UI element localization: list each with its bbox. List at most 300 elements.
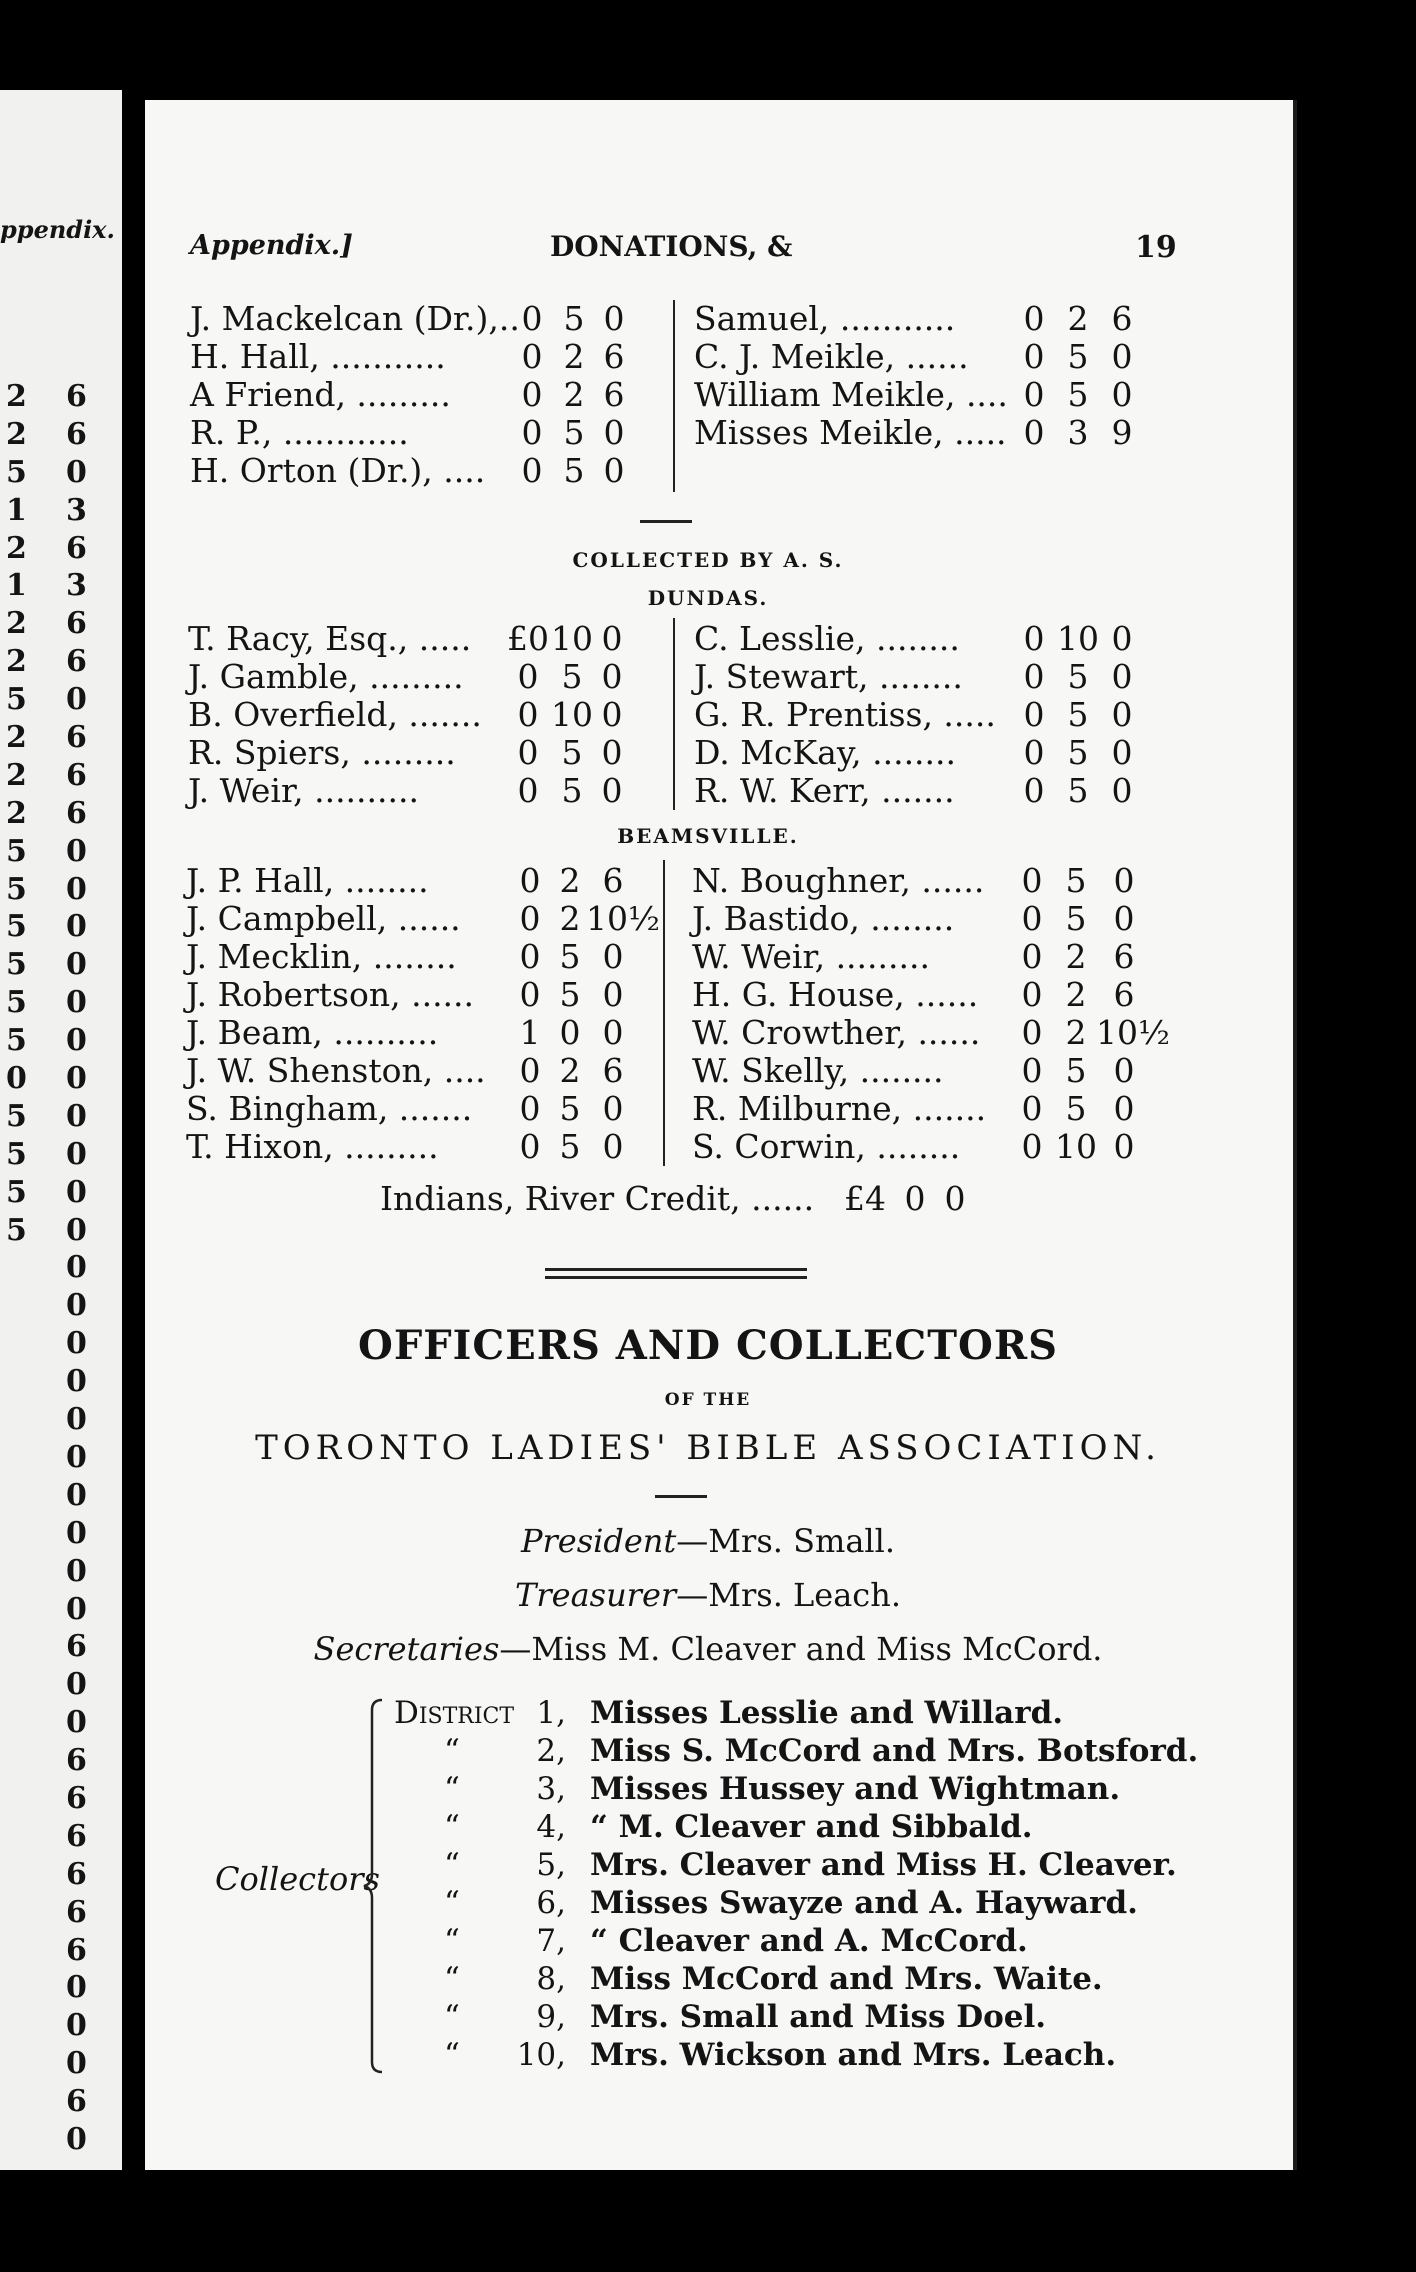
pounds: 0 <box>521 375 543 414</box>
donation-row <box>694 772 1214 810</box>
district-row <box>394 2036 1154 2074</box>
margin-figure: 0 <box>66 1439 87 1475</box>
margin-figure: 2 <box>6 606 27 642</box>
margin-figure <box>6 1477 27 1515</box>
margin-figure: 5 <box>6 1023 27 1059</box>
district-row <box>394 1998 1154 2036</box>
president-name: —Mrs. Small. <box>676 1522 896 1560</box>
margin-figure: 0 <box>66 871 87 907</box>
donation-row <box>694 376 1214 414</box>
margin-figure: 6 <box>66 1629 87 1665</box>
pounds: 0 <box>517 733 539 772</box>
shillings: 2 <box>559 899 581 938</box>
pence: 0 <box>1111 695 1133 734</box>
district-row <box>394 1846 1177 1884</box>
pence: 0 <box>602 1013 624 1052</box>
pence: 6 <box>1111 299 1133 338</box>
margin-figure: 0 <box>66 1970 87 2006</box>
margin-figure: 2 <box>6 530 27 566</box>
shillings: 5 <box>1065 1089 1087 1128</box>
donation-row <box>190 414 710 452</box>
donation-row <box>694 300 1214 338</box>
margin-figure: 2 <box>6 379 27 414</box>
pounds: 0 <box>1023 733 1045 772</box>
pence: 0 <box>602 937 624 976</box>
pounds: 0 <box>1021 1013 1043 1052</box>
donor-name: R. Milburne, ....... <box>692 1089 987 1128</box>
pence: 0 <box>602 1127 624 1166</box>
margin-figure: 0 <box>66 682 87 718</box>
donation-row <box>186 862 706 900</box>
pence: 0 <box>603 413 625 452</box>
shillings: 5 <box>563 413 585 452</box>
pence: 0 <box>601 657 623 696</box>
shillings: 10 <box>551 619 593 658</box>
district-collectors: Mrs. Small and Miss Doel. <box>590 1999 1047 2035</box>
margin-figure: 0 <box>66 1591 87 1627</box>
margin-figure: 0 <box>66 1667 87 1703</box>
donor-name: C. J. Meikle, ...... <box>694 337 969 376</box>
margin-figure: 0 <box>66 1023 87 1059</box>
margin-figure: 6 <box>66 416 87 452</box>
pounds: 0 <box>519 1051 541 1090</box>
officers-title: OFFICERS AND COLLECTORS <box>358 1322 1058 1369</box>
donor-name: J. Campbell, ...... <box>186 899 461 938</box>
donor-name: S. Bingham, ....... <box>186 1089 473 1128</box>
district-number: 2, <box>536 1733 566 1769</box>
donor-name: J. Bastido, ........ <box>692 899 955 938</box>
margin-figure: 0 <box>66 1250 87 1286</box>
margin-figure: 2 <box>6 416 27 452</box>
margin-figure <box>6 1704 27 1742</box>
pounds: 0 <box>1023 375 1045 414</box>
pounds: 0 <box>1023 413 1045 452</box>
district-number: 7, <box>536 1923 566 1959</box>
shillings: 0 <box>904 1179 926 1218</box>
double-rule-bottom <box>545 1276 807 1279</box>
margin-figure: 0 <box>66 1364 87 1400</box>
pence: 0 <box>603 299 625 338</box>
donor-name: W. Skelly, ........ <box>692 1051 944 1090</box>
margin-figure: 6 <box>66 1743 87 1779</box>
indians-row <box>380 1180 1000 1218</box>
margin-figure: 2 <box>6 720 27 756</box>
donor-name: A Friend, ......... <box>190 375 451 414</box>
margin-figure: 0 <box>66 1402 87 1438</box>
margin-figure: 5 <box>6 833 27 869</box>
margin-figure: 6 <box>66 2084 87 2120</box>
margin-figure: 6 <box>66 1780 87 1816</box>
donation-row <box>188 620 708 658</box>
shillings: 2 <box>1065 975 1087 1014</box>
collectors-label: Collectors <box>215 1860 380 1898</box>
margin-figure: 0 <box>66 1477 87 1513</box>
district-label: “ <box>444 1999 460 2035</box>
margin-figure: 3 <box>66 492 87 528</box>
pounds: 0 <box>519 1089 541 1128</box>
donor-name: J. Gamble, ......... <box>188 657 464 696</box>
of-the: OF THE <box>664 1390 752 1410</box>
district-collectors: “ M. Cleaver and Sibbald. <box>590 1809 1033 1845</box>
margin-figure: 6 <box>66 1856 87 1892</box>
pence: 0 <box>601 733 623 772</box>
shillings: 5 <box>1067 771 1089 810</box>
running-head-left: Appendix.] <box>190 230 353 261</box>
margin-figure: 6 <box>66 1818 87 1854</box>
district-row <box>394 1922 1154 1960</box>
margin-figure: 5 <box>6 454 27 490</box>
margin-figure: 0 <box>66 1326 87 1362</box>
district-number: 1, <box>536 1695 566 1731</box>
shillings: 5 <box>1065 861 1087 900</box>
pence: 6 <box>602 1051 624 1090</box>
donation-row <box>692 1128 1212 1166</box>
district-label: “ <box>444 1771 460 1807</box>
pence: 0 <box>1111 337 1133 376</box>
shillings: 10 <box>551 695 593 734</box>
page-number: 19 <box>1135 230 1177 265</box>
donor-name: J. Robertson, ...... <box>186 975 475 1014</box>
pence: 0 <box>603 451 625 490</box>
margin-figure: 0 <box>66 833 87 869</box>
margin-figure: 6 <box>66 1894 87 1930</box>
margin-figure: 0 <box>66 2008 87 2044</box>
donor-name: J. Stewart, ........ <box>694 657 963 696</box>
pounds: 0 <box>1023 657 1045 696</box>
district-label: “ <box>444 2037 460 2073</box>
margin-figure: 5 <box>6 947 27 983</box>
donor-name: R. Spiers, ......... <box>188 733 456 772</box>
margin-figure <box>6 1742 27 1780</box>
margin-figure <box>6 1818 27 1856</box>
double-rule-top <box>545 1268 807 1271</box>
margin-figure <box>6 1894 27 1932</box>
margin-figure: 5 <box>6 985 27 1021</box>
pounds: 1 <box>519 1013 541 1052</box>
donation-row <box>190 338 710 376</box>
margin-figure: 0 <box>66 947 87 983</box>
donor-name: B. Overfield, ....... <box>188 695 482 734</box>
margin-figure: 5 <box>6 1174 27 1210</box>
district-label: “ <box>444 1923 460 1959</box>
shillings: 2 <box>563 375 585 414</box>
donation-row <box>190 452 710 490</box>
margin-figure: 6 <box>66 379 87 414</box>
donor-name: J. Mackelcan (Dr.),.. <box>190 299 520 338</box>
district-label: “ <box>444 1847 460 1883</box>
beamsville-heading: BEAMSVILLE. <box>617 824 799 848</box>
district-label: “ <box>444 1885 460 1921</box>
shillings: 2 <box>1065 1013 1087 1052</box>
pounds: 0 <box>519 937 541 976</box>
donation-row <box>694 696 1214 734</box>
margin-figure: 1 <box>6 492 27 528</box>
president-line <box>0 1522 1416 1560</box>
donor-name: T. Hixon, ......... <box>186 1127 439 1166</box>
association-name: TORONTO LADIES' BIBLE ASSOCIATION. <box>255 1428 1161 1468</box>
district-number: 9, <box>536 1999 566 2035</box>
shillings: 2 <box>1067 299 1089 338</box>
donor-name: H. Hall, ........... <box>190 337 446 376</box>
margin-figure: 1 <box>6 568 27 604</box>
district-collectors: “ Cleaver and A. McCord. <box>590 1923 1028 1959</box>
donation-row <box>694 338 1214 376</box>
pence: 0 <box>1111 771 1133 810</box>
district-row <box>394 1694 1154 1732</box>
column-divider <box>673 618 675 810</box>
pounds: £0 <box>507 619 549 658</box>
shillings: 5 <box>1067 695 1089 734</box>
margin-figure <box>6 1666 27 1704</box>
donor-name: J. P. Hall, ........ <box>186 861 429 900</box>
pence: 0 <box>1113 1051 1135 1090</box>
donation-row <box>694 414 1214 452</box>
pence: 6 <box>603 375 625 414</box>
margin-figure: 6 <box>66 606 87 642</box>
pounds: 0 <box>1023 771 1045 810</box>
donor-name: H. Orton (Dr.), .... <box>190 451 486 490</box>
pounds: 0 <box>1023 337 1045 376</box>
donor-name: G. R. Prentiss, ..... <box>694 695 996 734</box>
district-row <box>394 1960 1154 1998</box>
pounds: 0 <box>521 451 543 490</box>
shillings: 5 <box>559 937 581 976</box>
margin-figure: 5 <box>6 909 27 945</box>
district-label: District <box>394 1695 515 1731</box>
shillings: 5 <box>1067 733 1089 772</box>
district-number: 8, <box>536 1961 566 1997</box>
shillings: 2 <box>559 861 581 900</box>
district-label: “ <box>444 1961 460 1997</box>
district-label: “ <box>444 1733 460 1769</box>
donation-row <box>694 734 1214 772</box>
margin-figure: 5 <box>6 1098 27 1134</box>
district-row <box>394 1808 1154 1846</box>
margin-figure: 5 <box>6 1212 27 1248</box>
pounds: 0 <box>1021 899 1043 938</box>
pence: 0 <box>601 695 623 734</box>
margin-figure: 6 <box>66 1932 87 1968</box>
district-collectors: Misses Swayze and A. Hayward. <box>590 1885 1138 1921</box>
donation-row <box>188 658 708 696</box>
district-collectors: Mrs. Cleaver and Miss H. Cleaver. <box>590 1847 1177 1883</box>
margin-figure: 0 <box>66 985 87 1021</box>
secretaries-label: Secretaries <box>313 1630 500 1668</box>
column-divider <box>673 300 675 492</box>
facing-page-column-1 <box>6 378 27 1969</box>
pounds: 0 <box>521 299 543 338</box>
facing-page-column-2 <box>66 378 87 2159</box>
margin-figure: 5 <box>6 682 27 718</box>
pounds: 0 <box>519 1127 541 1166</box>
pence: 0 <box>1113 861 1135 900</box>
donor-name: N. Boughner, ...... <box>692 861 985 900</box>
margin-figure: 0 <box>66 2121 87 2157</box>
pence: 0 <box>1111 619 1133 658</box>
margin-figure: 6 <box>66 530 87 566</box>
district-row <box>394 1770 1154 1808</box>
page-edge <box>1293 100 1297 2170</box>
margin-figure: 0 <box>66 2046 87 2082</box>
district-number: 5, <box>536 1847 566 1883</box>
collectors-brace <box>362 1698 384 2074</box>
shillings: 5 <box>559 1089 581 1128</box>
shillings: 5 <box>1067 657 1089 696</box>
donation-row <box>186 1090 706 1128</box>
shillings: 10 <box>1057 619 1099 658</box>
margin-figure: 3 <box>66 568 87 604</box>
district-number: 3, <box>536 1771 566 1807</box>
donation-row <box>692 976 1212 1014</box>
district-label: “ <box>444 1809 460 1845</box>
donation-row <box>186 1128 706 1166</box>
margin-figure: 2 <box>6 795 27 831</box>
donation-row <box>692 1052 1212 1090</box>
margin-figure: 0 <box>66 1515 87 1551</box>
facing-page-margin <box>0 90 122 2170</box>
margin-figure: 0 <box>66 909 87 945</box>
donor-name: W. Weir, ......... <box>692 937 930 976</box>
margin-figure: 6 <box>66 795 87 831</box>
pounds: 0 <box>1021 975 1043 1014</box>
margin-figure: 5 <box>6 1136 27 1172</box>
shillings: 5 <box>1067 375 1089 414</box>
margin-figure: 0 <box>66 1705 87 1741</box>
shillings: 5 <box>561 657 583 696</box>
donor-name: W. Crowther, ...... <box>692 1013 981 1052</box>
pounds: 0 <box>1021 1051 1043 1090</box>
margin-figure: 6 <box>66 644 87 680</box>
donation-row <box>190 300 710 338</box>
donor-name: Misses Meikle, ..... <box>694 413 1007 452</box>
pence: 0 <box>944 1179 966 1218</box>
margin-figure: 2 <box>6 644 27 680</box>
pence: 0 <box>1111 375 1133 414</box>
shillings: 2 <box>563 337 585 376</box>
shillings: 5 <box>559 975 581 1014</box>
shillings: 5 <box>563 451 585 490</box>
running-head-title: DONATIONS, & <box>550 230 793 263</box>
margin-figure: 6 <box>66 720 87 756</box>
donor-name: S. Corwin, ........ <box>692 1127 961 1166</box>
donation-row <box>186 976 706 1014</box>
treasurer-line <box>0 1576 1416 1614</box>
pounds: 0 <box>1021 1127 1043 1166</box>
district-number: 4, <box>536 1809 566 1845</box>
donor-name: Samuel, ........... <box>694 299 956 338</box>
shillings: 5 <box>561 733 583 772</box>
shillings: 3 <box>1067 413 1089 452</box>
donor-name: D. McKay, ........ <box>694 733 957 772</box>
donor-name: J. Mecklin, ........ <box>186 937 457 976</box>
donor-name: Indians, River Credit, ...... <box>380 1179 815 1218</box>
dundas-heading: DUNDAS. <box>647 586 769 610</box>
donation-row <box>188 734 708 772</box>
pence: 6 <box>1113 975 1135 1014</box>
pounds: 0 <box>1021 937 1043 976</box>
donation-row <box>186 900 706 938</box>
margin-figure: 2 <box>6 757 27 793</box>
pounds: 0 <box>519 899 541 938</box>
margin-figure <box>6 1287 27 1325</box>
donation-row <box>692 900 1212 938</box>
donor-name: J. Weir, .......... <box>188 771 419 810</box>
donation-row <box>188 772 708 810</box>
shillings: 5 <box>559 1127 581 1166</box>
district-row <box>394 1732 1199 1770</box>
pence: 0 <box>1111 733 1133 772</box>
donation-row <box>692 862 1212 900</box>
district-row <box>394 1884 1154 1922</box>
donation-row <box>186 938 706 976</box>
donation-row <box>692 1090 1212 1128</box>
donation-row <box>694 620 1214 658</box>
pounds: 0 <box>519 861 541 900</box>
margin-figure: 0 <box>66 1136 87 1172</box>
donor-name: J. W. Shenston, .... <box>186 1051 486 1090</box>
pounds: 0 <box>1021 861 1043 900</box>
donation-row <box>692 1014 1212 1052</box>
shillings: 5 <box>1067 337 1089 376</box>
shillings: 10 <box>1055 1127 1097 1166</box>
pence: 0 <box>601 771 623 810</box>
shillings: 5 <box>1065 1051 1087 1090</box>
donation-row <box>186 1014 706 1052</box>
donation-row <box>188 696 708 734</box>
pence: 0 <box>602 975 624 1014</box>
pounds: 0 <box>517 771 539 810</box>
donor-name: C. Lesslie, ........ <box>694 619 960 658</box>
pounds: 0 <box>1021 1089 1043 1128</box>
pence: 0 <box>1113 1089 1135 1128</box>
pence: 9 <box>1111 413 1133 452</box>
district-collectors: Mrs. Wickson and Mrs. Leach. <box>590 2037 1117 2073</box>
district-collectors: Miss S. McCord and Mrs. Botsford. <box>590 1733 1199 1769</box>
district-collectors: Miss McCord and Mrs. Waite. <box>590 1961 1103 1997</box>
margin-figure: 0 <box>66 1288 87 1324</box>
margin-figure: 6 <box>66 757 87 793</box>
donation-row <box>186 1052 706 1090</box>
section-rule <box>655 1495 707 1498</box>
donor-name: T. Racy, Esq., ..... <box>188 619 472 658</box>
donation-row <box>692 938 1212 976</box>
pounds: 0 <box>517 657 539 696</box>
district-collectors: Misses Lesslie and Willard. <box>590 1695 1064 1731</box>
donor-name: R. W. Kerr, ....... <box>694 771 955 810</box>
pounds: 0 <box>1023 299 1045 338</box>
district-number: 6, <box>536 1885 566 1921</box>
donation-row <box>190 376 710 414</box>
shillings: 5 <box>561 771 583 810</box>
pence: 0 <box>1113 1127 1135 1166</box>
collected-heading: COLLECTED BY A. S. <box>572 548 844 572</box>
shillings: 2 <box>559 1051 581 1090</box>
pounds: 0 <box>521 337 543 376</box>
margin-figure <box>6 1249 27 1287</box>
secretaries-line <box>0 1630 1416 1668</box>
pence: 10½ <box>1096 1013 1170 1052</box>
margin-figure <box>6 1780 27 1818</box>
pounds: 0 <box>517 695 539 734</box>
margin-figure: 0 <box>66 454 87 490</box>
pounds: 0 <box>519 975 541 1014</box>
donor-name: William Meikle, .... <box>694 375 1008 414</box>
pence: 0 <box>1113 899 1135 938</box>
pence: 10½ <box>586 899 660 938</box>
pence: 6 <box>602 861 624 900</box>
shillings: 5 <box>563 299 585 338</box>
president-label: President <box>520 1522 677 1560</box>
